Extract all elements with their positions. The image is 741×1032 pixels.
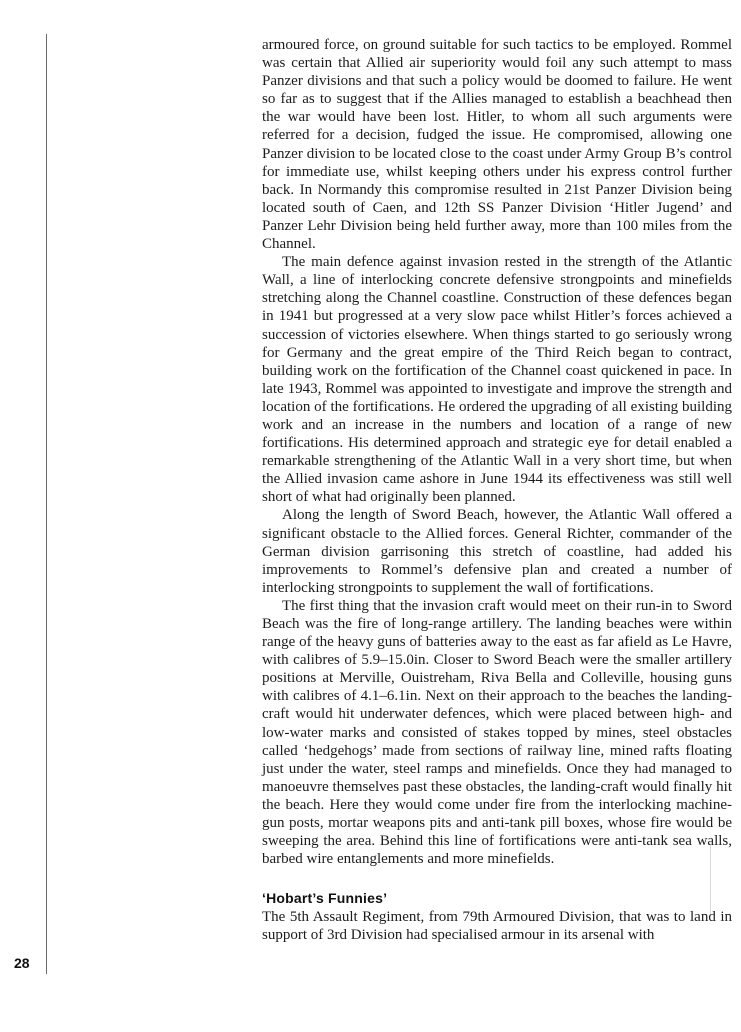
paragraph-invasion-defences: The first thing that the invasion craft would meet on their run-in to Sword Beach was the fire of long-range artillery. The landing beaches were within range of the heavy guns of batteries away to the east as far afield as Le Havre, with calibres of 5.9–15.0in. Closer to Sword Beach were the smaller artillery positions at Merville, Ouistreham, Riva Bella and Colleville, housing guns with calibres of 4.1–6.1in. Next on their approach to the beaches the landing-craft would hit underwater defences, which were placed between high- and low-water marks and consisted of stakes topped by mines, steel obstacles called ‘hedgehogs’ made from sections of railway line, mined rafts floating just under the water, steel ramps and minefields. Once they had managed to manoeuvre themselves past these obstacles, the landing-craft would finally hit the beach. Here they would come under fire from the interlocking machine-gun posts, mortar weapons pits and anti-tank pill boxes, whose fire would be sweeping the area. Behind this line of fortifications were anti-tank sea walls, barbed wire entanglements and more minefields. (262, 597, 732, 868)
text-column (262, 36, 732, 945)
page-number: 28 (14, 955, 30, 971)
margin-rule (46, 34, 47, 974)
paragraph-hobarts-funnies: The 5th Assault Regiment, from 79th Armoured Division, that was to land in support of 3rd Division had specialised armour in its arsenal with (262, 909, 732, 944)
paragraph-panzer-policy: armoured force, on ground suitable for such tactics to be employed. Rommel was certain that Allied air superiority would foil any such attempt to mass Panzer divisions and that such a policy would be doomed to failure. He went so far as to suggest that if the Allies managed to establish a beachhead then the war would have been lost. Hitler, to whom all such arguments were referred for a decision, fudged the issue. He compromised, allowing one Panzer division to be located close to the coast under Army Group B’s control for immediate use, whilst keeping others under his express control further back. In Normandy this compromise resulted in 21st Panzer Division being located south of Caen, and 12th SS Panzer Division ‘Hitler Jugend’ and Panzer Lehr Division being held further away, more than 100 miles from the Channel. (262, 37, 732, 253)
section-heading: ‘Hobart’s Funnies’ (262, 890, 388, 907)
paragraph-atlantic-wall: The main defence against invasion rested in the strength of the Atlantic Wall, a line of interlocking concrete defensive strongpoints and minefields stretching along the Channel coastline. Construction of these defences began in 1941 but progressed at a very slow pace whilst Hitler’s forces achieved a succession of victories elsewhere. When things started to go seriously wrong for Germany and the great empire of the Third Reich began to contract, building work on the fortification of the Channel coast quickened in pace. In late 1943, Rommel was appointed to investigate and improve the strength and location of the fortifications. He ordered the upgrading of all existing building work and an increase in the numbers and location of a range of new fortifications. His determined approach and strategic eye for detail enabled a remarkable strengthening of the Atlantic Wall in a very short time, but when the Allied invasion came ashore in June 1944 its effectiveness was still well short of what had originally been planned. (262, 254, 732, 506)
paragraph-sword-beach: Along the length of Sword Beach, however, the Atlantic Wall offered a significant obstacle to the Allied forces. General Richter, commander of the German division garrisoning this stretch of coastline, had added his improvements to Rommel’s defensive plan and created a number of interlocking strongpoints to supplement the wall of fortifications. (262, 507, 732, 596)
